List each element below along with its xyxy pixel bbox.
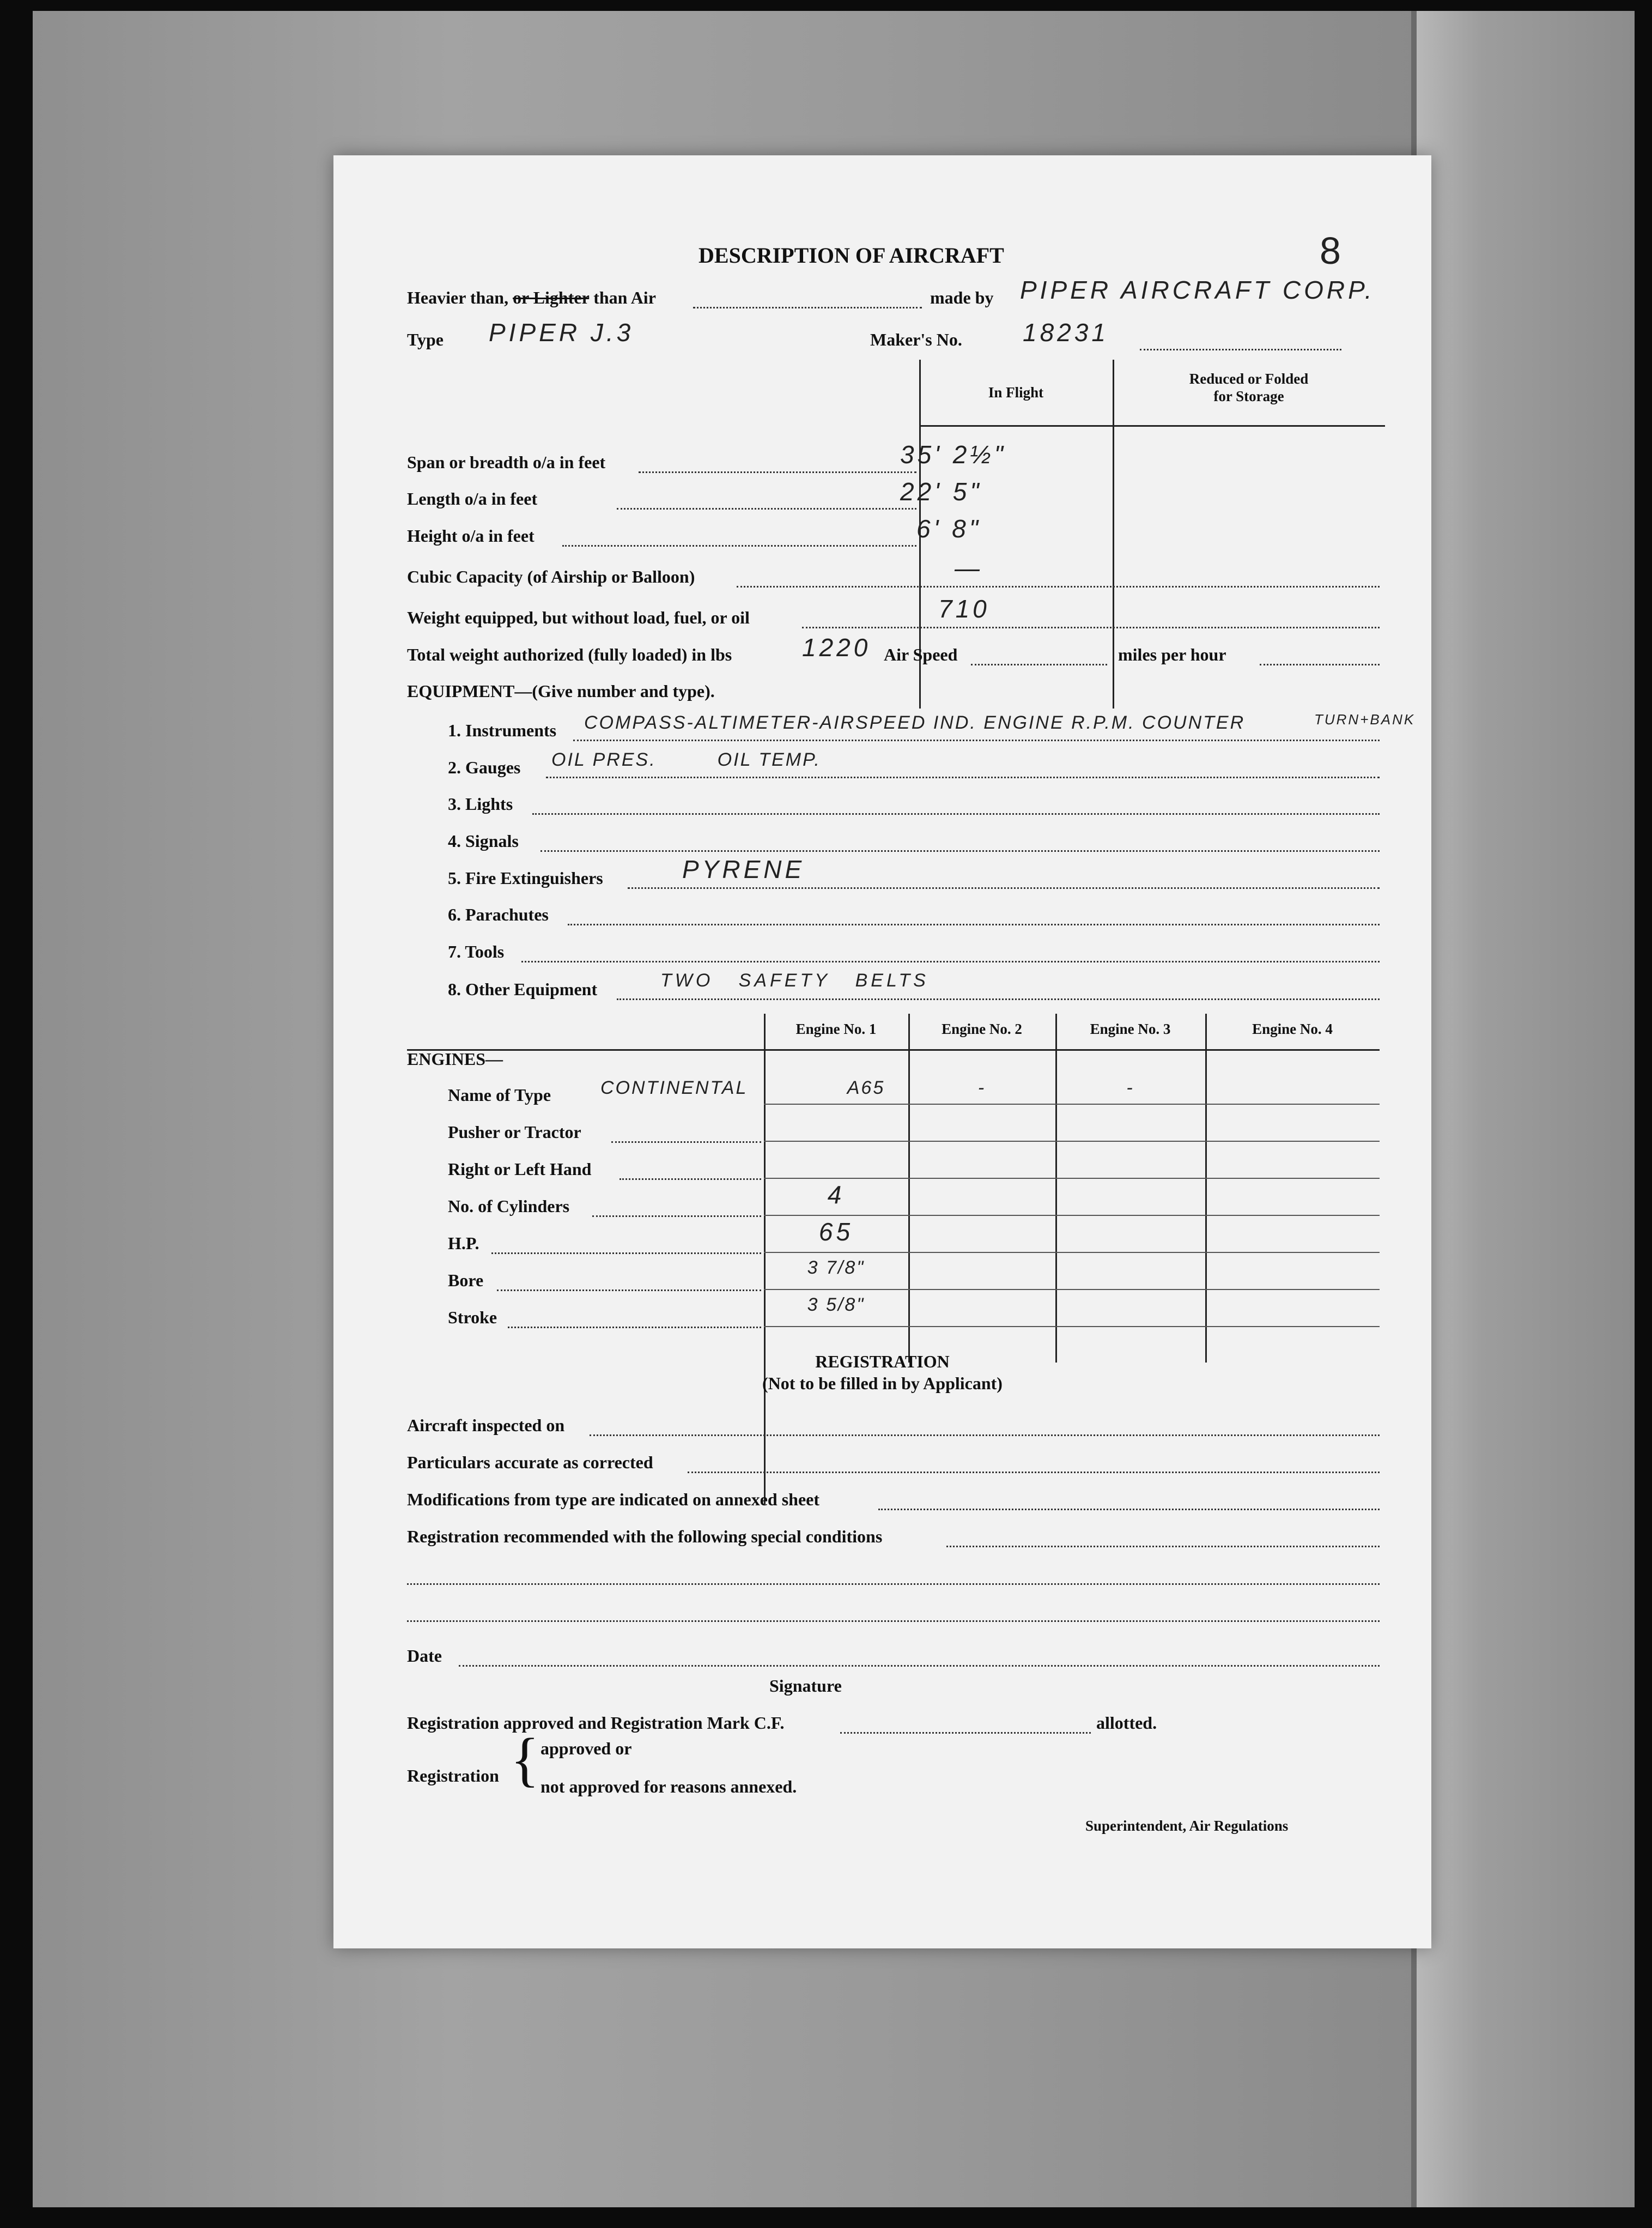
corner-mark: 8	[1320, 229, 1344, 272]
engine-name-prefix[interactable]: CONTINENTAL	[600, 1077, 748, 1098]
engine-1-bore[interactable]: 3 7/8"	[807, 1257, 865, 1278]
engine-col-3: Engine No. 3	[1090, 1021, 1171, 1037]
instruments-extra[interactable]: TURN+BANK	[1314, 711, 1416, 728]
engine-1-stroke[interactable]: 3 5/8"	[807, 1294, 865, 1315]
signature-label: Signature	[769, 1676, 842, 1696]
cubic-label: Cubic Capacity (of Airship or Balloon)	[407, 567, 695, 586]
length-value[interactable]: 22' 5"	[900, 477, 982, 506]
inspected-dots	[590, 1434, 1380, 1436]
heavier-prefix: Heavier than,	[407, 288, 509, 307]
parachutes-dots	[568, 924, 1380, 925]
signals-label: 4. Signals	[448, 831, 519, 851]
hand-label: Right or Left Hand	[448, 1159, 592, 1179]
cubic-dots	[737, 586, 1380, 588]
makers-no-value[interactable]: 18231	[1023, 318, 1109, 347]
engine-row-line-3	[764, 1178, 1380, 1179]
engine-col-3-line	[1055, 1014, 1057, 1363]
mph-dots	[1260, 664, 1380, 665]
aircraft-description-form	[333, 155, 1431, 1948]
recommended-label: Registration recommended with the following special conditions	[407, 1527, 883, 1546]
engines-heading: ENGINES—	[407, 1049, 503, 1069]
than-air: than Air	[593, 288, 656, 307]
engine-row-line-5	[764, 1252, 1380, 1253]
length-label: Length o/a in feet	[407, 489, 538, 508]
mph-label: miles per hour	[1118, 645, 1226, 664]
parachutes-label: 6. Parachutes	[448, 905, 549, 924]
type-label: Type	[407, 330, 444, 349]
engine-1-cylinders[interactable]: 4	[827, 1180, 845, 1209]
other-equip-dots	[617, 998, 1380, 1000]
fire-ext-dots	[628, 887, 1380, 889]
made-by-value[interactable]: PIPER AIRCRAFT CORP.	[1020, 276, 1375, 304]
registration-heading: REGISTRATION	[815, 1352, 950, 1371]
heavier-label	[407, 288, 656, 308]
superintendent: Superintendent, Air Regulations	[1085, 1818, 1289, 1834]
total-weight-label: Total weight authorized (fully loaded) in lbs	[407, 645, 732, 664]
engine-row-line-7	[764, 1326, 1380, 1327]
engine-col-2: Engine No. 2	[942, 1021, 1022, 1037]
bore-label: Bore	[448, 1270, 484, 1290]
type-value[interactable]: PIPER J.3	[489, 318, 634, 347]
particulars-dots	[688, 1472, 1380, 1473]
modifications-dots	[878, 1509, 1380, 1510]
makers-dots	[1140, 349, 1341, 350]
hand-dots	[620, 1178, 761, 1180]
lights-dots	[532, 813, 1380, 815]
modifications-label: Modifications from type are indicated on annexed sheet	[407, 1490, 819, 1509]
engine-1-hp[interactable]: 65	[818, 1218, 854, 1246]
gauges-dots	[546, 777, 1380, 778]
height-label: Height o/a in feet	[407, 526, 535, 546]
approved-mark-label: Registration approved and Registration Mark C.F.	[407, 1713, 785, 1733]
mark-dots	[840, 1732, 1091, 1734]
instruments-value[interactable]: COMPASS-ALTIMETER-AIRSPEED IND. ENGINE R.P.M. COUNTER	[584, 712, 1246, 733]
date-label: Date	[407, 1646, 442, 1666]
engine-row-line-6	[764, 1289, 1380, 1290]
gauges-value[interactable]: OIL PRES. OIL TEMP.	[551, 749, 821, 770]
heavier-dots	[693, 307, 922, 308]
other-equip-label: 8. Other Equipment	[448, 979, 598, 999]
bore-dots	[497, 1289, 761, 1291]
col-reduced-2: for Storage	[1213, 388, 1284, 404]
lights-label: 3. Lights	[448, 794, 513, 814]
instruments-dots	[573, 740, 1380, 741]
date-dots	[459, 1665, 1380, 1667]
cylinders-dots	[592, 1215, 761, 1217]
engine-row-line-2	[764, 1141, 1380, 1142]
col-divider-mid	[1113, 360, 1114, 709]
signals-dots	[540, 850, 1380, 852]
engine-name-label: Name of Type	[448, 1085, 551, 1105]
height-value[interactable]: 6' 8"	[916, 514, 982, 543]
engine-col-2-line	[908, 1014, 910, 1363]
col-reduced-1: Reduced or Folded	[1189, 371, 1309, 387]
inspected-label: Aircraft inspected on	[407, 1415, 565, 1435]
form-title: DESCRIPTION OF AIRCRAFT	[699, 243, 1004, 268]
weight-dots	[802, 627, 1380, 628]
gauges-label: 2. Gauges	[448, 758, 521, 777]
tools-dots	[521, 961, 1380, 962]
engine-2-name[interactable]: -	[977, 1077, 986, 1098]
cylinders-label: No. of Cylinders	[448, 1196, 570, 1216]
hp-label: H.P.	[448, 1233, 479, 1253]
engine-1-name[interactable]: A65	[847, 1077, 885, 1098]
engine-row-line-4	[764, 1215, 1380, 1216]
approved-or: approved or	[540, 1739, 632, 1758]
col-in-flight: In Flight	[988, 384, 1044, 401]
fire-ext-label: 5. Fire Extinguishers	[448, 868, 603, 888]
hp-dots	[491, 1252, 761, 1254]
tools-label: 7. Tools	[448, 942, 505, 961]
particulars-label: Particulars accurate as corrected	[407, 1452, 653, 1472]
equipment-heading: EQUIPMENT—(Give number and type).	[407, 681, 715, 701]
conditions-dots-1	[407, 1583, 1380, 1585]
engine-3-name[interactable]: -	[1126, 1077, 1134, 1098]
weight-label: Weight equipped, but without load, fuel, or oil	[407, 608, 750, 627]
height-dots	[562, 545, 916, 547]
pusher-dots	[611, 1141, 761, 1143]
header-underline	[919, 425, 1385, 427]
span-dots	[639, 471, 916, 473]
instruments-label: 1. Instruments	[448, 721, 557, 740]
lighter-struck: or Lighter	[513, 288, 590, 307]
reg-label: Registration	[407, 1766, 499, 1785]
engine-col-1: Engine No. 1	[795, 1021, 877, 1037]
air-speed-dots	[971, 664, 1107, 665]
fire-ext-value[interactable]: PYRENE	[682, 855, 805, 883]
registration-subheading: (Not to be filled in by Applicant)	[762, 1373, 1003, 1393]
span-label: Span or breadth o/a in feet	[407, 452, 606, 472]
conditions-dots-2	[407, 1620, 1380, 1622]
cubic-value[interactable]: —	[955, 554, 983, 582]
span-value[interactable]: 35' 2½"	[900, 440, 1007, 469]
brace: {	[511, 1726, 539, 1793]
weight-value[interactable]: 710	[938, 595, 990, 623]
engine-col-4-line	[1205, 1014, 1207, 1363]
engine-header-line	[407, 1049, 1380, 1051]
stroke-label: Stroke	[448, 1307, 497, 1327]
makers-no-label: Maker's No.	[870, 330, 962, 349]
other-equip-value[interactable]: TWO SAFETY BELTS	[660, 970, 929, 991]
total-weight-value[interactable]: 1220	[802, 633, 871, 662]
allotted-label: allotted.	[1096, 1713, 1157, 1733]
made-by-label: made by	[930, 288, 994, 307]
not-approved: not approved for reasons annexed.	[540, 1777, 797, 1796]
length-dots	[617, 508, 916, 510]
stroke-dots	[508, 1327, 761, 1328]
engine-col-4: Engine No. 4	[1252, 1021, 1333, 1037]
recommended-dots	[946, 1546, 1380, 1547]
pusher-label: Pusher or Tractor	[448, 1122, 581, 1142]
film-right-panel	[1417, 11, 1635, 2207]
air-speed-label: Air Speed	[884, 645, 958, 664]
engine-row-line-1	[764, 1104, 1380, 1105]
